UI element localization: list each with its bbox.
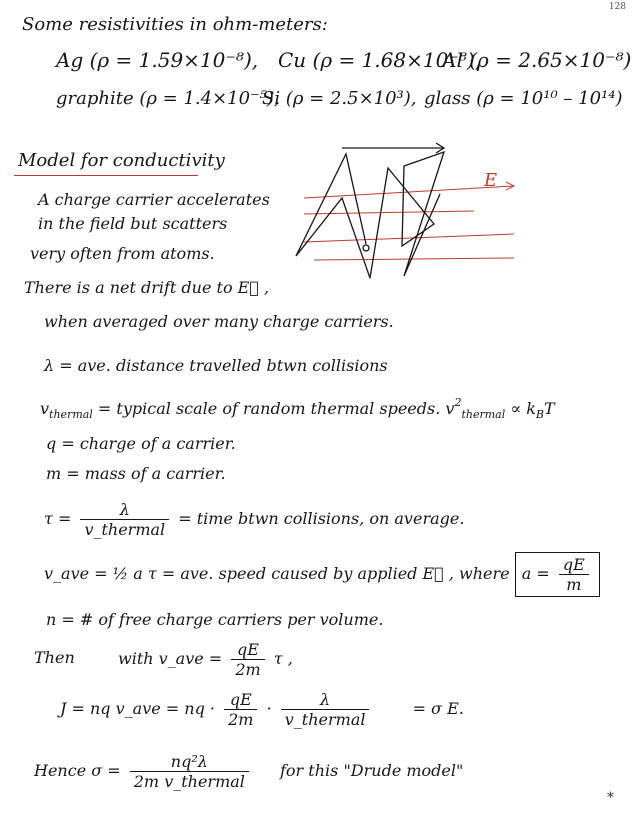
j-denominator-2: v_thermal bbox=[281, 709, 370, 729]
tau-numerator: λ bbox=[119, 500, 130, 519]
j-rhs: = σ E. bbox=[412, 699, 464, 718]
a-fraction bbox=[559, 555, 589, 594]
acceleration-box bbox=[515, 552, 600, 597]
field-line bbox=[304, 186, 514, 198]
drift-diagram bbox=[284, 138, 534, 286]
vthermal-subscript: thermal bbox=[49, 408, 93, 421]
field-label: E bbox=[484, 170, 498, 191]
resistivity-graphite: graphite (ρ = 1.4×10⁻⁵), bbox=[56, 88, 280, 109]
model-desc-2: in the field but scatters bbox=[38, 214, 228, 233]
current-density-eq bbox=[60, 690, 464, 729]
with-fraction bbox=[231, 640, 264, 679]
j-lhs: J = nq v_ave = nq · bbox=[60, 699, 216, 718]
resistivity-heading: Some resistivities in ohm-meters: bbox=[22, 14, 328, 35]
vthermal-prop: ∝ k bbox=[510, 399, 536, 418]
model-heading: Model for conductivity bbox=[18, 150, 225, 171]
def-lambda: λ = ave. distance travelled btwn collisions bbox=[44, 356, 388, 375]
def-m: m = mass of a carrier. bbox=[46, 464, 226, 483]
with-tail: τ , bbox=[273, 649, 293, 668]
resistivity-ag: Ag (ρ = 1.59×10⁻⁸), bbox=[56, 48, 259, 72]
tau-desc: = time btwn collisions, on average. bbox=[178, 509, 465, 528]
temperature-symbol: T bbox=[544, 399, 555, 418]
model-desc-3: very often from atoms. bbox=[30, 244, 215, 263]
vthermal-desc: = typical scale of random thermal speeds. bbox=[97, 399, 441, 418]
a-denominator: m bbox=[559, 574, 589, 594]
def-vthermal bbox=[40, 396, 555, 421]
drift-line-2: when averaged over many charge carriers. bbox=[44, 312, 394, 331]
model-heading-underline bbox=[14, 175, 198, 176]
with-denominator: 2m bbox=[231, 659, 264, 679]
sigma-lhs: Hence σ = bbox=[34, 761, 121, 780]
with-lhs: with v_ave = bbox=[118, 649, 223, 668]
sigma-tail: for this "Drude model" bbox=[280, 761, 464, 780]
vthermal-sq-exp: 2 bbox=[454, 396, 462, 409]
j-denominator-1: 2m bbox=[224, 709, 257, 729]
derivation-with bbox=[118, 640, 293, 679]
def-n: n = # of free charge carriers per volume. bbox=[46, 610, 384, 629]
resistivity-glass: glass (ρ = 10¹⁰ – 10¹⁴) bbox=[424, 88, 623, 109]
resistivity-cu: Cu (ρ = 1.68×10⁻⁸), bbox=[278, 48, 482, 72]
with-numerator: qE bbox=[237, 640, 259, 659]
j-numerator-1: qE bbox=[229, 690, 252, 709]
carrier-start bbox=[363, 245, 369, 251]
kb-subscript: B bbox=[535, 408, 545, 421]
vave-desc: ½ a τ = ave. speed caused by applied E⃗ , where bbox=[112, 564, 510, 583]
j-fraction-1 bbox=[224, 690, 257, 729]
sigma-denominator: 2m v_thermal bbox=[130, 771, 249, 791]
a-numerator: qE bbox=[562, 555, 585, 574]
derivation-then: Then bbox=[34, 648, 75, 667]
j-fraction-2 bbox=[281, 690, 370, 729]
model-desc-1: A charge carrier accelerates bbox=[38, 190, 270, 209]
vthermal-sq-sub: thermal bbox=[461, 408, 506, 421]
conductivity-eq bbox=[34, 752, 463, 791]
tau-lhs: τ = bbox=[44, 509, 72, 528]
resistivity-al: Al (ρ = 2.65×10⁻⁸) bbox=[442, 48, 632, 72]
tau-denominator: v_thermal bbox=[80, 519, 169, 539]
def-vave bbox=[44, 552, 600, 597]
scatter-path bbox=[296, 143, 444, 278]
vave-lhs: v_ave = bbox=[44, 564, 108, 583]
page-number: 128 bbox=[608, 2, 626, 12]
def-tau bbox=[44, 500, 464, 539]
vthermal-sq-symbol: v bbox=[445, 399, 455, 418]
j-numerator-2: λ bbox=[320, 690, 331, 709]
vthermal-symbol: v bbox=[40, 399, 50, 418]
j-dot: · bbox=[266, 699, 272, 718]
sigma-numerator: nq²λ bbox=[170, 752, 208, 771]
field-line bbox=[314, 258, 514, 260]
bottom-mark: * bbox=[607, 790, 614, 806]
sigma-fraction bbox=[130, 752, 249, 791]
resistivity-si: Si (ρ = 2.5×10³), bbox=[262, 88, 417, 109]
tau-fraction bbox=[80, 500, 169, 539]
def-q: q = charge of a carrier. bbox=[46, 434, 236, 453]
drift-line-1: There is a net drift due to E⃗ , bbox=[24, 278, 270, 297]
a-lhs: a = bbox=[521, 564, 550, 583]
